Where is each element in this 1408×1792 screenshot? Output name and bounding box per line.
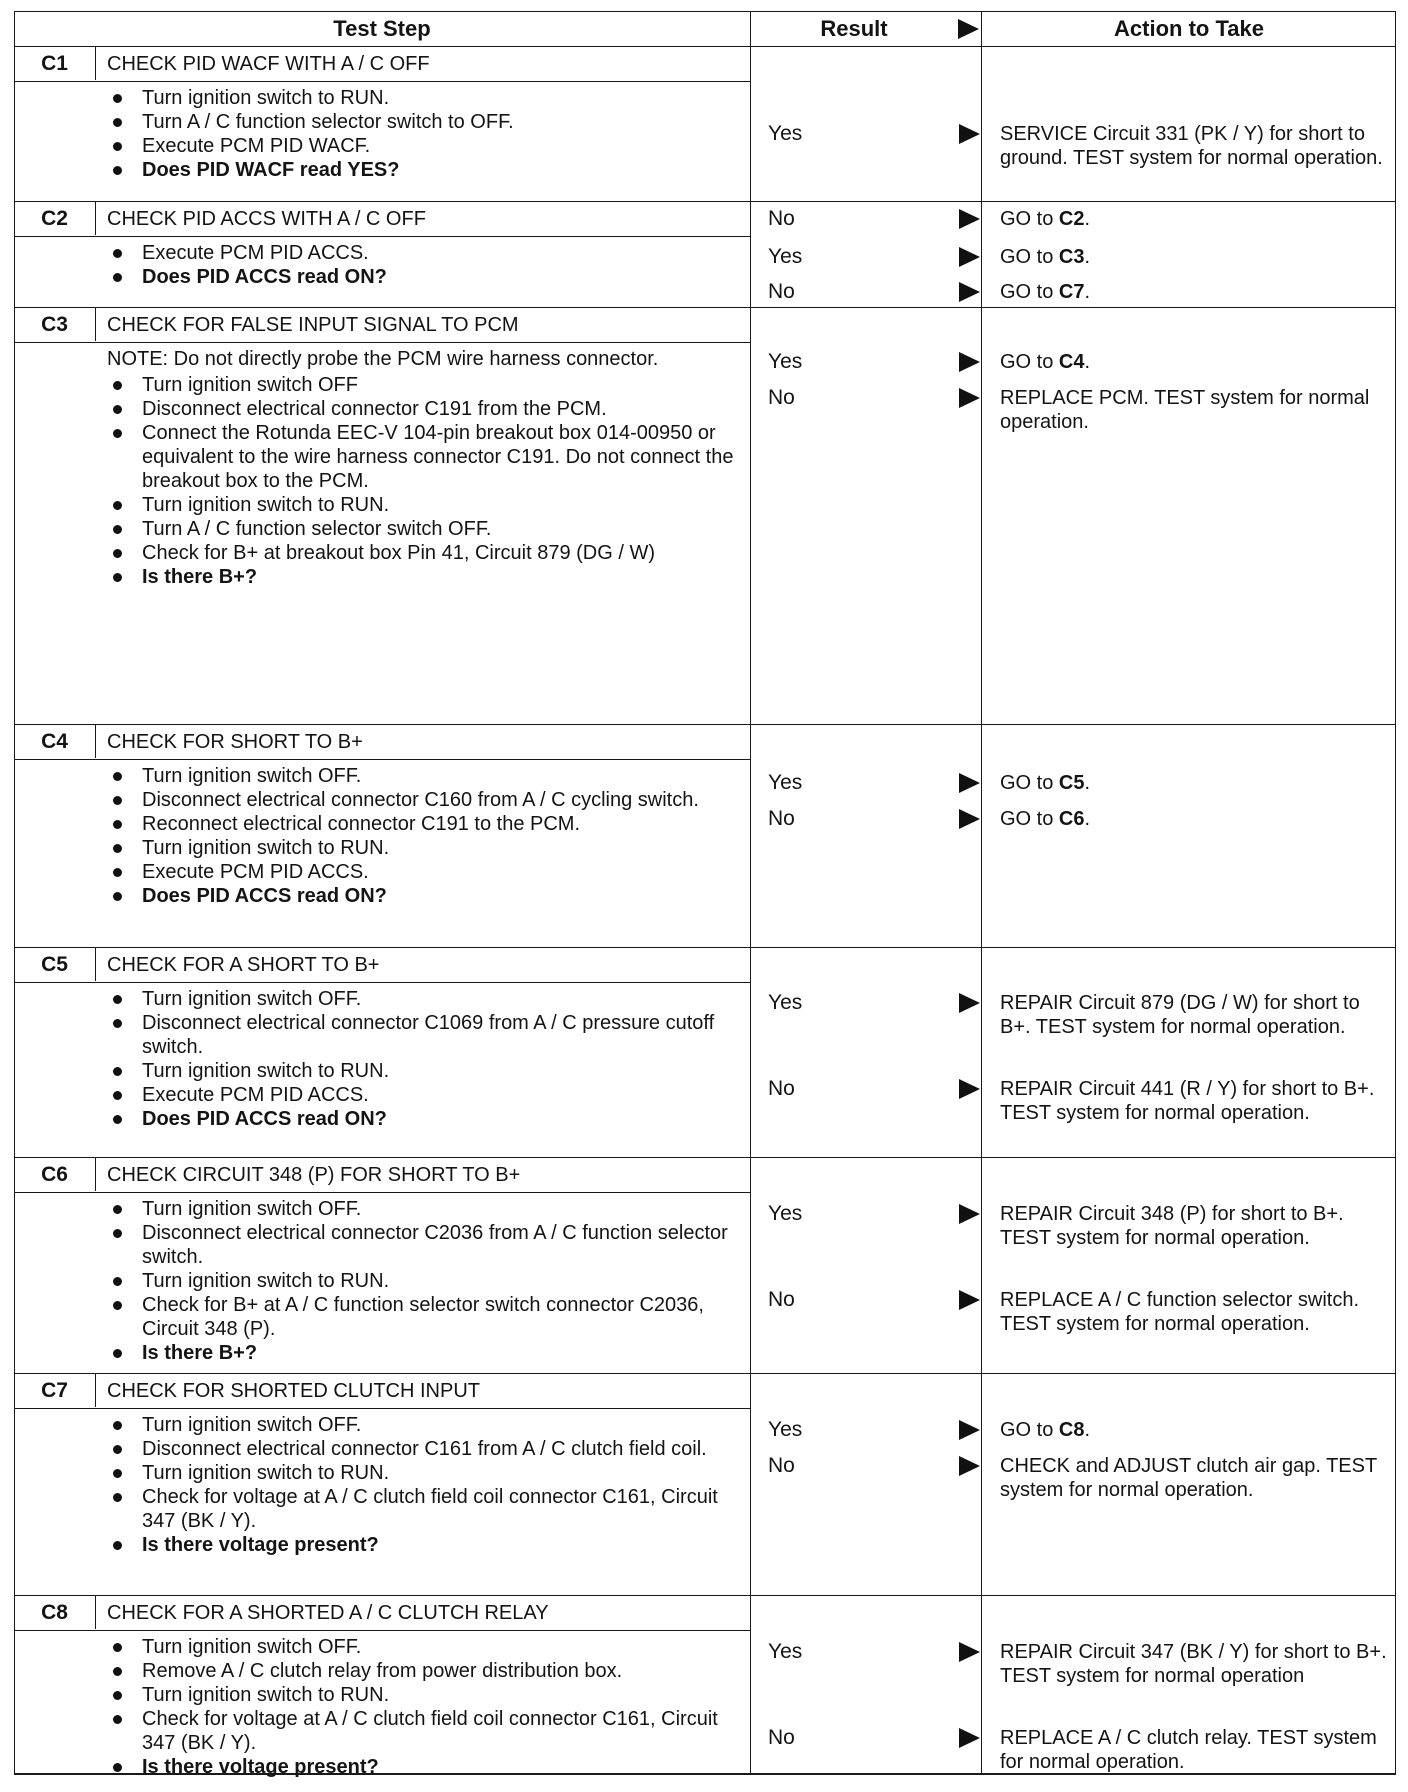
result-arrow-icon [959, 388, 980, 408]
action-punctuation: . [1084, 246, 1091, 268]
action-step-reference: C4 [1058, 351, 1085, 373]
step-title-divider [14, 236, 751, 237]
instruction-item: Turn ignition switch OFF. [14, 1197, 734, 1221]
instruction-question: Is there voltage present? [14, 1755, 734, 1779]
step-title-divider [14, 1630, 751, 1631]
instruction-question: Is there voltage present? [14, 1533, 734, 1557]
result-arrow-icon [959, 352, 980, 372]
instruction-item: Connect the Rotunda EEC-V 104-pin breakout box 014-00950 or equivalent to the wire harness connector C191. Do not connect the breakout box to the PCM. [14, 421, 734, 493]
instruction-item: Disconnect electrical connector C1069 from A / C pressure cutoff switch. [14, 1011, 734, 1059]
instruction-item: Disconnect electrical connector C191 from the PCM. [14, 397, 734, 421]
instruction-question: Does PID ACCS read ON? [14, 884, 734, 908]
result-no: No [768, 1077, 795, 1100]
result-arrow-icon [959, 1642, 980, 1662]
action-step-reference: C6 [1058, 808, 1085, 830]
instruction-item: Turn ignition switch to RUN. [14, 1461, 734, 1485]
test-step-c5 [14, 948, 1396, 1158]
instruction-item: Execute PCM PID ACCS. [14, 241, 734, 265]
action-text [1000, 245, 1392, 269]
action-text [1000, 1454, 1392, 1502]
instruction-item: Turn ignition switch OFF [14, 373, 734, 397]
diagnostic-test-table [14, 11, 1396, 1778]
instruction-item: Turn ignition switch to RUN. [14, 1059, 734, 1083]
step-code: C3 [14, 308, 96, 341]
header-arrow-icon [958, 19, 979, 39]
instruction-item: Turn A / C function selector switch OFF. [14, 517, 734, 541]
instruction-question: Does PID ACCS read ON? [14, 265, 734, 289]
result-arrow-icon [959, 1456, 980, 1476]
step-title: CHECK PID WACF WITH A / C OFF [107, 53, 430, 75]
result-yes: Yes [768, 122, 803, 145]
action-punctuation: . [1084, 1419, 1091, 1441]
instruction-item: Turn A / C function selector switch to OFF. [14, 110, 734, 134]
result-no: No [768, 1454, 795, 1477]
action-punctuation: . [1084, 281, 1091, 303]
action-punctuation: . [1084, 772, 1091, 794]
action-text [1000, 122, 1392, 170]
result-no: No [768, 807, 795, 830]
instruction-list [14, 1413, 734, 1557]
result-yes: Yes [768, 1640, 803, 1663]
action-punctuation: . [1084, 808, 1091, 830]
result-yes: Yes [768, 1202, 803, 1225]
action-instruction: REPAIR Circuit 441 (R / Y) for short to B+. TEST system for normal operation. [1000, 1078, 1375, 1124]
instruction-item: Disconnect electrical connector C2036 from A / C function selector switch. [14, 1221, 734, 1269]
step-instructions [14, 347, 734, 589]
test-step-c3 [14, 308, 1396, 725]
action-instruction: REPAIR Circuit 347 (BK / Y) for short to B+. TEST system for normal operation [1000, 1641, 1387, 1687]
step-instructions [14, 764, 734, 908]
instruction-question: Does PID WACF read YES? [14, 158, 734, 182]
action-text [1000, 1418, 1392, 1442]
instruction-list [14, 1197, 734, 1365]
result-no: No [768, 1288, 795, 1311]
action-step-reference: C5 [1058, 772, 1085, 794]
result-arrow-icon [959, 247, 980, 267]
step-code: C5 [14, 948, 96, 981]
result-yes: Yes [768, 991, 803, 1014]
action-instruction: GO to [1000, 208, 1059, 230]
action-step-reference: C8 [1058, 1419, 1085, 1441]
result-arrow-icon [959, 1728, 980, 1748]
result-no: No [768, 1726, 795, 1749]
step-instructions [14, 1413, 734, 1557]
step-title: CHECK PID ACCS WITH A / C OFF [107, 208, 426, 230]
step-code: C6 [14, 1158, 96, 1191]
step-title: CHECK FOR A SHORTED A / C CLUTCH RELAY [107, 1602, 549, 1624]
instruction-question: Does PID ACCS read ON? [14, 1107, 734, 1131]
instruction-list [14, 987, 734, 1131]
action-step-reference: C2 [1058, 208, 1085, 230]
step-instructions [14, 1635, 734, 1779]
result-arrow-icon [959, 1079, 980, 1099]
step-code: C1 [14, 47, 96, 80]
instruction-list [14, 241, 734, 289]
action-step-reference: C3 [1058, 246, 1085, 268]
action-punctuation: . [1084, 351, 1091, 373]
result-yes: Yes [768, 771, 803, 794]
action-text [1000, 1640, 1392, 1688]
instruction-item: Check for B+ at A / C function selector switch connector C2036, Circuit 348 (P). [14, 1293, 734, 1341]
test-step-c8 [14, 1596, 1396, 1778]
action-instruction: CHECK and ADJUST clutch air gap. TEST system for normal operation. [1000, 1455, 1377, 1501]
instruction-item: Reconnect electrical connector C191 to the PCM. [14, 812, 734, 836]
instruction-item: Disconnect electrical connector C161 from A / C clutch field coil. [14, 1437, 734, 1461]
test-step-c2 [14, 202, 1396, 308]
instruction-item: Turn ignition switch to RUN. [14, 1269, 734, 1293]
action-instruction: GO to [1000, 246, 1059, 268]
step-instructions [14, 1197, 734, 1365]
step-title: CHECK FOR A SHORT TO B+ [107, 954, 380, 976]
header-action-to-take: Action to Take [1114, 16, 1264, 41]
action-text [1000, 1726, 1392, 1774]
action-instruction: GO to [1000, 351, 1059, 373]
action-text [1000, 807, 1392, 831]
step-instructions [14, 86, 734, 182]
step-title-divider [14, 982, 751, 983]
instruction-item: Execute PCM PID WACF. [14, 134, 734, 158]
instruction-item: Check for B+ at breakout box Pin 41, Circuit 879 (DG / W) [14, 541, 734, 565]
instruction-item: Turn ignition switch to RUN. [14, 836, 734, 860]
result-arrow-icon [959, 282, 980, 302]
action-instruction: GO to [1000, 281, 1059, 303]
test-step-c4 [14, 725, 1396, 948]
action-text [1000, 350, 1392, 374]
instruction-question: Is there B+? [14, 565, 734, 589]
result-yes: Yes [768, 1418, 803, 1441]
instruction-item: Check for voltage at A / C clutch field coil connector C161, Circuit 347 (BK / Y). [14, 1707, 734, 1755]
action-text [1000, 1077, 1392, 1125]
instruction-item: Turn ignition switch OFF. [14, 987, 734, 1011]
step-title-divider [14, 81, 751, 82]
header-result: Result [820, 16, 888, 41]
action-step-reference: C7 [1058, 281, 1085, 303]
action-text [1000, 1202, 1392, 1250]
action-punctuation: . [1084, 208, 1091, 230]
step-code: C4 [14, 725, 96, 758]
instruction-item: Remove A / C clutch relay from power distribution box. [14, 1659, 734, 1683]
test-step-c7 [14, 1374, 1396, 1596]
result-arrow-icon [959, 1290, 980, 1310]
instruction-item: Execute PCM PID ACCS. [14, 860, 734, 884]
action-instruction: REPAIR Circuit 348 (P) for short to B+. TEST system for normal operation. [1000, 1203, 1344, 1249]
step-title: CHECK CIRCUIT 348 (P) FOR SHORT TO B+ [107, 1164, 521, 1186]
instruction-item: Disconnect electrical connector C160 from A / C cycling switch. [14, 788, 734, 812]
result-arrow-icon [959, 773, 980, 793]
step-instructions [14, 987, 734, 1131]
result-arrow-icon [959, 993, 980, 1013]
test-step-c6 [14, 1158, 1396, 1374]
instruction-item: Turn ignition switch OFF. [14, 1413, 734, 1437]
step-title: CHECK FOR FALSE INPUT SIGNAL TO PCM [107, 314, 519, 336]
step-code: C7 [14, 1374, 96, 1407]
action-text [1000, 771, 1392, 795]
instruction-list [14, 86, 734, 182]
result-arrow-icon [959, 1204, 980, 1224]
result-arrow-icon [959, 1420, 980, 1440]
result-no: No [768, 280, 795, 303]
instruction-question: Is there B+? [14, 1341, 734, 1365]
instruction-item: Turn ignition switch to RUN. [14, 493, 734, 517]
step-code: C8 [14, 1596, 96, 1629]
step-title-divider [14, 759, 751, 760]
action-instruction: SERVICE Circuit 331 (PK / Y) for short to ground. TEST system for normal operation. [1000, 123, 1383, 169]
step-note: NOTE: Do not directly probe the PCM wire harness connector. [107, 348, 659, 370]
step-title-divider [14, 342, 751, 343]
result-yes: Yes [768, 350, 803, 373]
step-instructions [14, 241, 734, 289]
result-arrow-icon [959, 809, 980, 829]
action-instruction: GO to [1000, 808, 1059, 830]
action-instruction: REPLACE A / C clutch relay. TEST system for normal operation. [1000, 1727, 1377, 1773]
action-instruction: REPAIR Circuit 879 (DG / W) for short to B+. TEST system for normal operation. [1000, 992, 1360, 1038]
instruction-item: Turn ignition switch to RUN. [14, 1683, 734, 1707]
result-no: No [768, 386, 795, 409]
instruction-list [14, 1635, 734, 1779]
result-no: No [768, 207, 795, 230]
action-instruction: GO to [1000, 1419, 1059, 1441]
header-test-step: Test Step [333, 16, 431, 41]
action-text [1000, 386, 1392, 434]
result-arrow-icon [959, 124, 980, 144]
step-title-divider [14, 1192, 751, 1193]
step-code: C2 [14, 202, 96, 235]
result-yes: Yes [768, 245, 803, 268]
instruction-list [14, 764, 734, 908]
action-instruction: REPLACE A / C function selector switch. TEST system for normal operation. [1000, 1289, 1360, 1335]
action-text [1000, 280, 1392, 304]
action-instruction: REPLACE PCM. TEST system for normal operation. [1000, 387, 1370, 433]
instruction-item: Turn ignition switch to RUN. [14, 86, 734, 110]
step-title: CHECK FOR SHORTED CLUTCH INPUT [107, 1380, 480, 1402]
instruction-list [14, 373, 734, 589]
step-title-divider [14, 1408, 751, 1409]
instruction-item: Turn ignition switch OFF. [14, 764, 734, 788]
action-instruction: GO to [1000, 772, 1059, 794]
step-title: CHECK FOR SHORT TO B+ [107, 731, 363, 753]
instruction-item: Turn ignition switch OFF. [14, 1635, 734, 1659]
instruction-item: Execute PCM PID ACCS. [14, 1083, 734, 1107]
action-text [1000, 1288, 1392, 1336]
instruction-item: Check for voltage at A / C clutch field coil connector C161, Circuit 347 (BK / Y). [14, 1485, 734, 1533]
action-text [1000, 991, 1392, 1039]
